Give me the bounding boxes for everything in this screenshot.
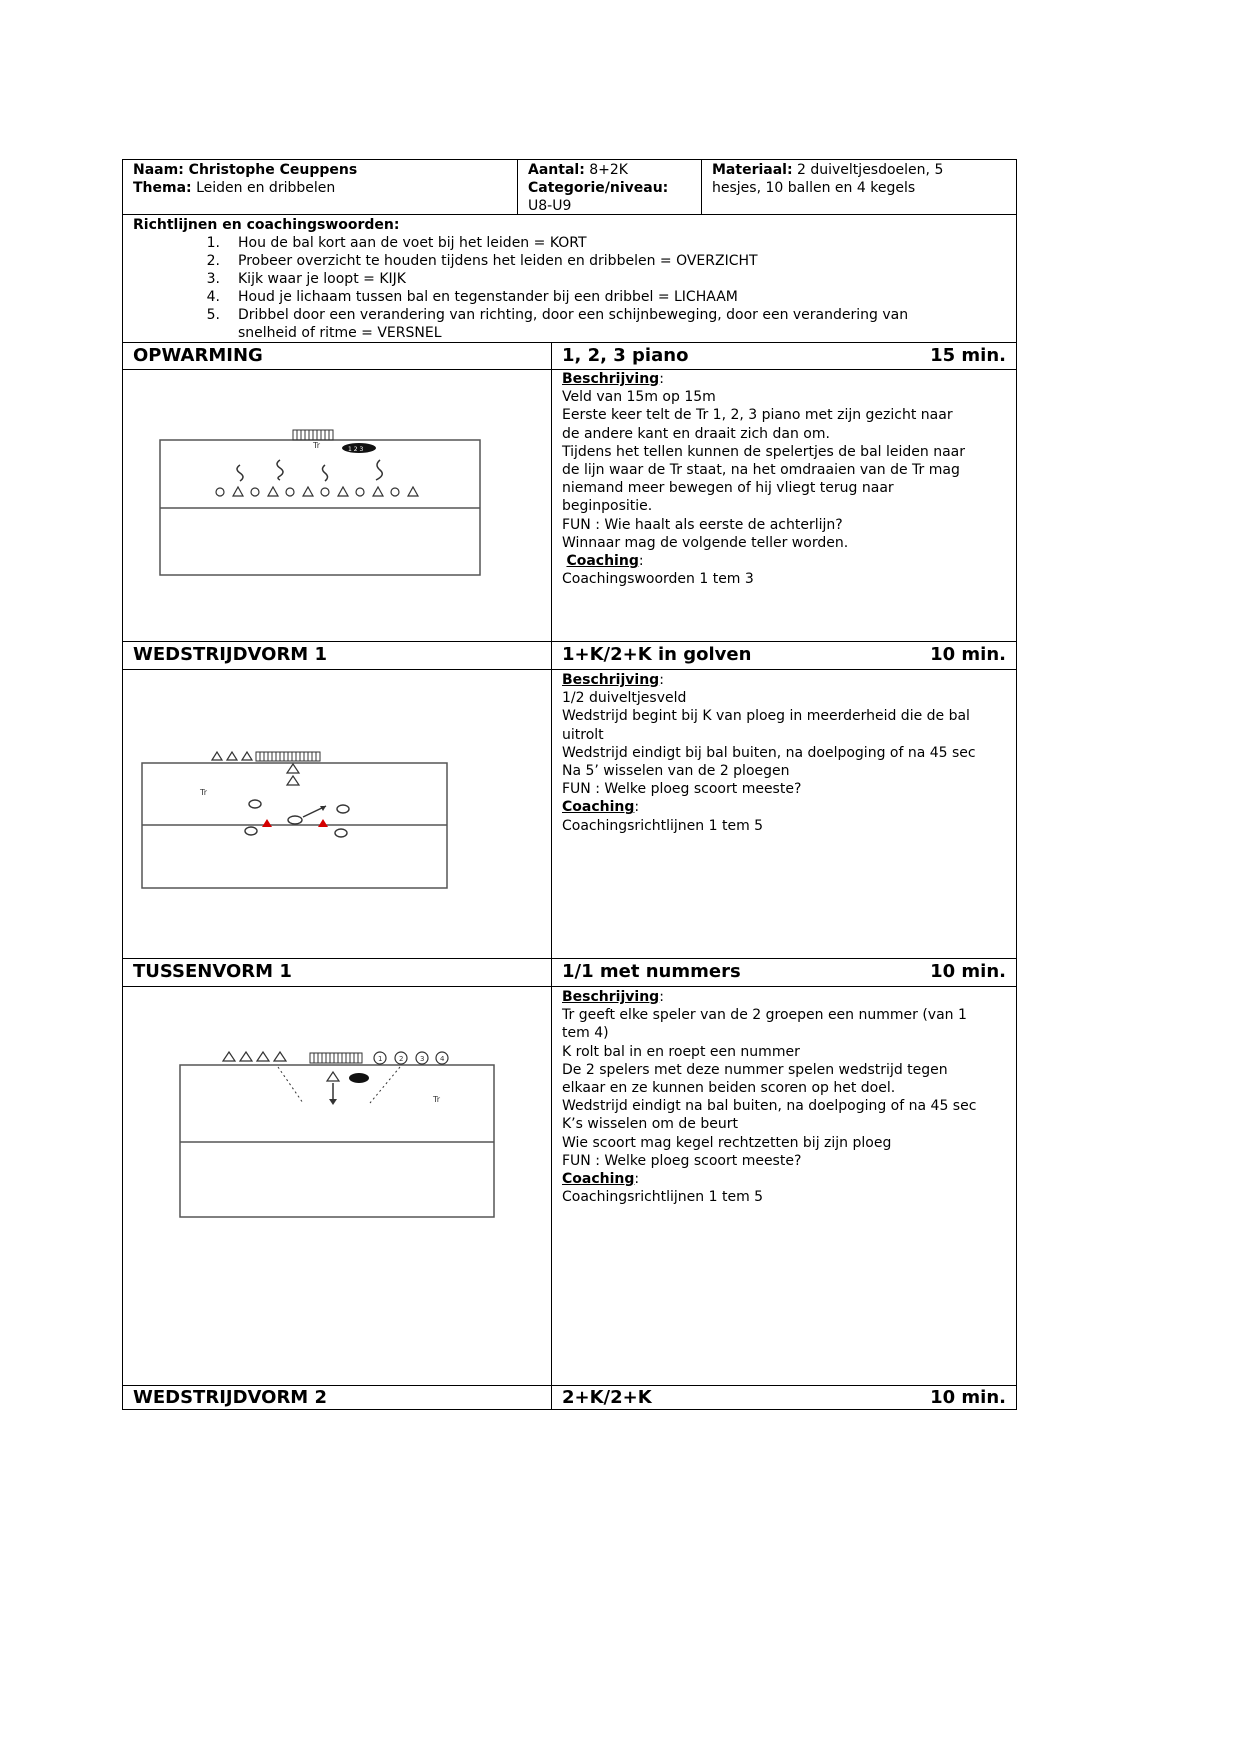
materiaal-value-1: 2 duiveltjesdoelen, 5	[797, 162, 944, 178]
description-line: Wedstrijd eindigt na bal buiten, na doelpoging of na 45 sec	[562, 1098, 977, 1115]
section-name: WEDSTRIJDVORM 1	[133, 644, 328, 665]
count-label: 1 2 3	[348, 446, 364, 453]
thema-row	[133, 179, 335, 197]
waiting-players	[212, 752, 252, 760]
beschrijving-label: Beschrijving	[562, 672, 660, 688]
coaching-label: Coaching	[562, 1171, 635, 1188]
description-line: Wie scoort mag kegel rechtzetten bij zijn ploeg	[562, 1134, 892, 1151]
cones	[262, 819, 328, 827]
coaching-text: Coachingsrichtlijnen 1 tem 5	[562, 1189, 764, 1206]
trainer-label: Tr	[433, 1095, 440, 1104]
section-time: 10 min.	[930, 1387, 1006, 1408]
description-line: Na 5’ wisselen van de 2 ploegen	[562, 763, 790, 780]
numbered-players	[374, 1052, 448, 1064]
description-line: FUN : Welke ploeg scoort meeste?	[562, 781, 802, 798]
coaching-text: Coachingsrichtlijnen 1 tem 5	[562, 817, 764, 834]
guideline-item	[0, 306, 1100, 325]
section-time: 10 min.	[930, 961, 1006, 982]
description-line: K rolt bal in en roept een nummer	[562, 1043, 800, 1060]
run-arrow-icon	[370, 1067, 400, 1103]
naam-label: Naam: Christophe Ceuppens	[133, 162, 358, 178]
guideline-number: 2.	[206, 253, 220, 269]
run-arrow-icon	[278, 1067, 303, 1103]
description-line: Wedstrijd begint bij K van ploeg in meerderheid die de bal	[562, 708, 970, 725]
guideline-number: 5.	[206, 307, 220, 323]
section-time: 15 min.	[930, 345, 1006, 366]
guideline-text: Dribbel door een verandering van richting, door een schijnbeweging, door een verandering van	[238, 307, 909, 323]
materiaal-row	[712, 161, 943, 179]
section-name: TUSSENVORM 1	[133, 961, 292, 982]
dribble-path-icon	[376, 460, 382, 480]
beschrijving-label: Beschrijving	[562, 989, 660, 1005]
goal-icon	[293, 430, 333, 440]
description-line: Veld van 15m op 15m	[562, 389, 716, 406]
materiaal-value-2: hesjes, 10 ballen en 4 kegels	[712, 180, 916, 196]
guideline-item	[0, 234, 1100, 253]
guideline-number: 1.	[206, 235, 220, 251]
players	[245, 800, 349, 837]
keeper-players	[287, 764, 299, 785]
description-line: Eerste keer telt de Tr 1, 2, 3 piano met zijn gezicht naar	[562, 407, 953, 424]
categorie-label: Categorie/niveau:	[528, 180, 669, 196]
dribble-path-icon	[277, 460, 283, 480]
section-title: 1+K/2+K in golven	[562, 644, 752, 665]
description-line: FUN : Wie haalt als eerste de achterlijn?	[562, 516, 843, 533]
guideline-text: Probeer overzicht te houden tijdens het leiden en dribbelen = OVERZICHT	[238, 253, 758, 269]
guideline-item	[0, 252, 1100, 271]
guideline-number: 3.	[206, 271, 220, 287]
section-title: 2+K/2+K	[562, 1387, 652, 1408]
section-time: 10 min.	[930, 644, 1006, 665]
section-description: Beschrijving: Tr geeft elke speler van de 2 groepen een nummer (van 1 tem 4) K rolt bal in en roept een nummer De 2 spelers met deze nummer spelen wedstrijd tegen elkaar en ze kunnen beiden scoren op het doel. Wedstrijd eindigt na bal buiten, na doelpoging of na 45 sec K’s wisselen om de beurt Wie scoort mag kegel rechtzetten bij zijn ploeg FUN : Welke ploeg scoort meeste? Coaching: Coachingsrichtlijnen 1 tem 5	[562, 988, 1012, 1206]
description-line: de andere kant en draait zich dan om.	[562, 425, 830, 442]
section-name: WEDSTRIJDVORM 2	[133, 1387, 328, 1408]
number-label: 1	[378, 1055, 383, 1063]
description-line: Wedstrijd eindigt bij bal buiten, na doelpoging of na 45 sec	[562, 744, 976, 761]
guideline-item	[0, 270, 1100, 289]
wedstrijdvorm1-diagram	[140, 745, 452, 893]
description-line: K’s wisselen om de beurt	[562, 1116, 738, 1133]
aantal-value: 8+2K	[589, 162, 628, 178]
team-triangles	[223, 1052, 286, 1061]
guideline-text: Hou de bal kort aan de voet bij het leiden = KORT	[238, 235, 587, 251]
coaching-label: Coaching	[562, 799, 635, 816]
number-label: 4	[440, 1055, 445, 1063]
description-line: Tijdens het tellen kunnen de spelertjes de bal leiden naar	[562, 443, 965, 460]
description-line: Winnaar mag de volgende teller worden.	[562, 534, 849, 551]
description-line: beginpositie.	[562, 498, 653, 515]
tussenvorm1-diagram	[178, 1045, 498, 1223]
description-line: FUN : Welke ploeg scoort meeste?	[562, 1152, 802, 1169]
dribble-path-icon	[323, 465, 328, 481]
materiaal-label: Materiaal:	[712, 162, 793, 178]
number-label: 3	[420, 1055, 425, 1063]
guideline-text: Houd je lichaam tussen bal en tegenstander bij een dribbel = LICHAAM	[238, 289, 738, 305]
aantal-label: Aantal:	[528, 162, 585, 178]
thema-label: Thema:	[133, 180, 192, 196]
guidelines-title: Richtlijnen en coachingswoorden:	[133, 217, 400, 233]
description-line: Tr geeft elke speler van de 2 groepen een nummer (van 1	[562, 1007, 967, 1024]
dribble-path-icon	[237, 465, 243, 481]
description-line: niemand meer bewegen of hij vliegt terug naar	[562, 480, 894, 497]
beschrijving-label: Beschrijving	[562, 371, 660, 387]
opwarming-diagram	[155, 420, 485, 580]
goal-icon	[256, 752, 320, 761]
description-line: tem 4)	[562, 1025, 609, 1042]
trainer-label: Tr	[200, 788, 207, 797]
trainer-label: Tr	[313, 441, 320, 450]
thema-value: Leiden en dribbelen	[196, 180, 336, 196]
description-line: de lijn waar de Tr staat, na het omdraaien van de Tr mag	[562, 462, 960, 479]
guideline-text: Kijk waar je loopt = KIJK	[238, 271, 406, 287]
section-description: Beschrijving: Veld van 15m op 15m Eerste keer telt de Tr 1, 2, 3 piano met zijn gezicht naar de andere kant en draait zich dan om. Tijdens het tellen kunnen de spelertjes de bal leiden naar de lijn waar de Tr staat, na het omdraaien van de Tr mag niemand meer bewegen of hij vliegt terug naar beginpositie. FUN : Wie haalt als eerste de achterlijn? Winnaar mag de volgende teller worden. Coaching: Coachingswoorden 1 tem 3	[562, 370, 1012, 588]
ball-call-icon	[349, 1073, 369, 1083]
guideline-number: 4.	[206, 289, 220, 305]
section-title: 1/1 met nummers	[562, 961, 741, 982]
coaching-label: Coaching	[566, 553, 639, 570]
guideline-item-5-continuation: snelheid of ritme = VERSNEL	[238, 325, 442, 341]
description-line: De 2 spelers met deze nummer spelen wedstrijd tegen	[562, 1061, 948, 1078]
categorie-value: U8-U9	[528, 198, 572, 214]
goal-icon	[310, 1053, 362, 1063]
number-label: 2	[399, 1055, 404, 1063]
description-line: elkaar en ze kunnen beiden scoren op het doel.	[562, 1080, 896, 1097]
section-name: OPWARMING	[133, 345, 263, 366]
aantal-row	[528, 161, 628, 179]
section-title: 1, 2, 3 piano	[562, 345, 689, 366]
keeper-icon	[327, 1072, 339, 1081]
guideline-item	[0, 288, 1100, 307]
players-row	[216, 487, 418, 496]
section-description: Beschrijving: 1/2 duiveltjesveld Wedstrijd begint bij K van ploeg in meerderheid die de bal uitrolt Wedstrijd eindigt bij bal buiten, na doelpoging of na 45 sec Na 5’ wisselen van de 2 ploegen FUN : Welke ploeg scoort meeste? Coaching: Coachingsrichtlijnen 1 tem 5	[562, 671, 1012, 835]
coaching-text: Coachingswoorden 1 tem 3	[562, 571, 754, 588]
description-line: 1/2 duiveltjesveld	[562, 690, 687, 707]
description-line: uitrolt	[562, 726, 604, 743]
